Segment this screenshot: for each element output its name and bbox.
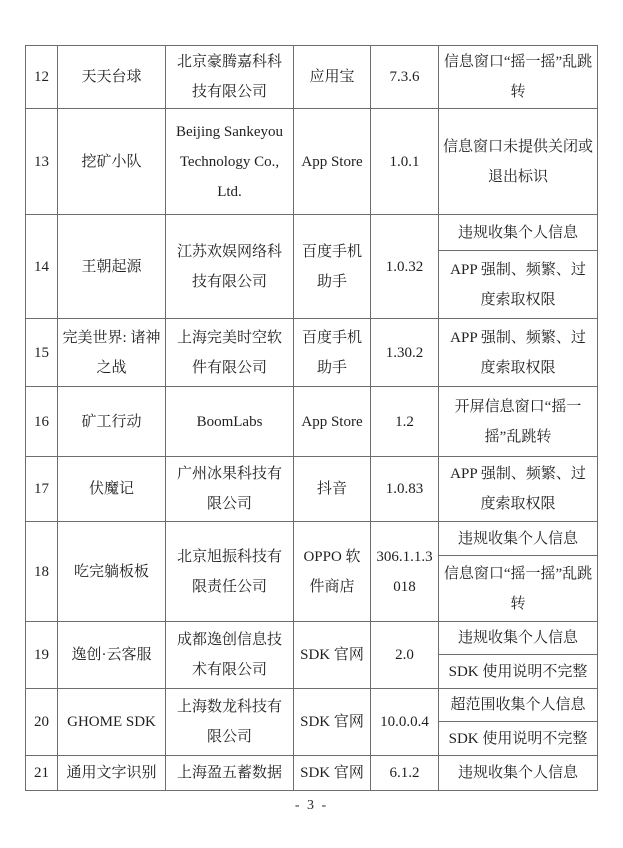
version-cell: 7.3.6 — [371, 46, 439, 109]
version-cell: 1.0.1 — [371, 109, 439, 215]
platform-cell: 百度手机助手 — [294, 319, 371, 387]
version-cell: 10.0.0.4 — [371, 689, 439, 756]
company-cell: 成都逸创信息技术有限公司 — [166, 622, 294, 689]
platform-cell: SDK 官网 — [294, 622, 371, 689]
app-name-cell: 吃完躺板板 — [58, 522, 166, 622]
platform-cell: App Store — [294, 109, 371, 215]
table-row — [26, 215, 598, 251]
company-cell: 上海盈五蓄数据 — [166, 756, 294, 791]
table-row — [26, 756, 598, 791]
version-cell: 1.2 — [371, 387, 439, 457]
platform-cell: 应用宝 — [294, 46, 371, 109]
company-cell: Beijing Sankeyou Technology Co., Ltd. — [166, 109, 294, 215]
violation-cell: APP 强制、频繁、过度索取权限 — [439, 457, 598, 522]
platform-cell: App Store — [294, 387, 371, 457]
app-name-cell: 伏魔记 — [58, 457, 166, 522]
row-number-cell: 19 — [26, 622, 58, 689]
platform-cell: SDK 官网 — [294, 689, 371, 756]
platform-cell: SDK 官网 — [294, 756, 371, 791]
app-name-cell: 逸创·云客服 — [58, 622, 166, 689]
company-cell: BoomLabs — [166, 387, 294, 457]
version-cell: 306.1.1.3018 — [371, 522, 439, 622]
row-number-cell: 13 — [26, 109, 58, 215]
version-cell: 1.30.2 — [371, 319, 439, 387]
app-name-cell: 王朝起源 — [58, 215, 166, 319]
violation-cell: 信息窗口“摇一摇”乱跳转 — [439, 556, 598, 622]
table-row — [26, 319, 598, 387]
version-cell: 6.1.2 — [371, 756, 439, 791]
row-number-cell: 16 — [26, 387, 58, 457]
app-name-cell: 矿工行动 — [58, 387, 166, 457]
row-number-cell: 14 — [26, 215, 58, 319]
violation-cell: APP 强制、频繁、过度索取权限 — [439, 319, 598, 387]
violation-cell: 违规收集个人信息 — [439, 756, 598, 791]
violation-cell: 违规收集个人信息 — [439, 522, 598, 556]
app-name-cell: GHOME SDK — [58, 689, 166, 756]
row-number-cell: 17 — [26, 457, 58, 522]
version-cell: 1.0.32 — [371, 215, 439, 319]
violation-cell: 开屏信息窗口“摇一摇”乱跳转 — [439, 387, 598, 457]
violation-cell: SDK 使用说明不完整 — [439, 655, 598, 689]
violation-cell: 信息窗口“摇一摇”乱跳转 — [439, 46, 598, 109]
app-name-cell: 完美世界: 诸神之战 — [58, 319, 166, 387]
platform-cell: OPPO 软件商店 — [294, 522, 371, 622]
table-row — [26, 622, 598, 655]
company-cell: 上海数龙科技有限公司 — [166, 689, 294, 756]
company-cell: 江苏欢娱网络科技有限公司 — [166, 215, 294, 319]
page-number: - 3 - — [294, 798, 329, 813]
table-row — [26, 689, 598, 722]
company-cell: 上海完美时空软件有限公司 — [166, 319, 294, 387]
violation-cell: 信息窗口未提供关闭或退出标识 — [439, 109, 598, 215]
table-row — [26, 387, 598, 457]
company-cell: 北京旭振科技有限责任公司 — [166, 522, 294, 622]
company-cell: 北京豪腾嘉科科技有限公司 — [166, 46, 294, 109]
version-cell: 2.0 — [371, 622, 439, 689]
platform-cell: 抖音 — [294, 457, 371, 522]
violation-cell: 超范围收集个人信息 — [439, 689, 598, 722]
row-number-cell: 18 — [26, 522, 58, 622]
company-cell: 广州冰果科技有限公司 — [166, 457, 294, 522]
violation-cell: APP 强制、频繁、过度索取权限 — [439, 251, 598, 319]
app-name-cell: 挖矿小队 — [58, 109, 166, 215]
app-violation-table — [25, 45, 598, 791]
app-name-cell: 通用文字识别 — [58, 756, 166, 791]
row-number-cell: 15 — [26, 319, 58, 387]
app-name-cell: 天天台球 — [58, 46, 166, 109]
violation-cell: 违规收集个人信息 — [439, 215, 598, 251]
table-row — [26, 46, 598, 109]
table-row — [26, 522, 598, 556]
violation-cell: 违规收集个人信息 — [439, 622, 598, 655]
version-cell: 1.0.83 — [371, 457, 439, 522]
row-number-cell: 20 — [26, 689, 58, 756]
row-number-cell: 12 — [26, 46, 58, 109]
table-row — [26, 457, 598, 522]
platform-cell: 百度手机助手 — [294, 215, 371, 319]
table-row — [26, 109, 598, 215]
violation-cell: SDK 使用说明不完整 — [439, 722, 598, 756]
row-number-cell: 21 — [26, 756, 58, 791]
